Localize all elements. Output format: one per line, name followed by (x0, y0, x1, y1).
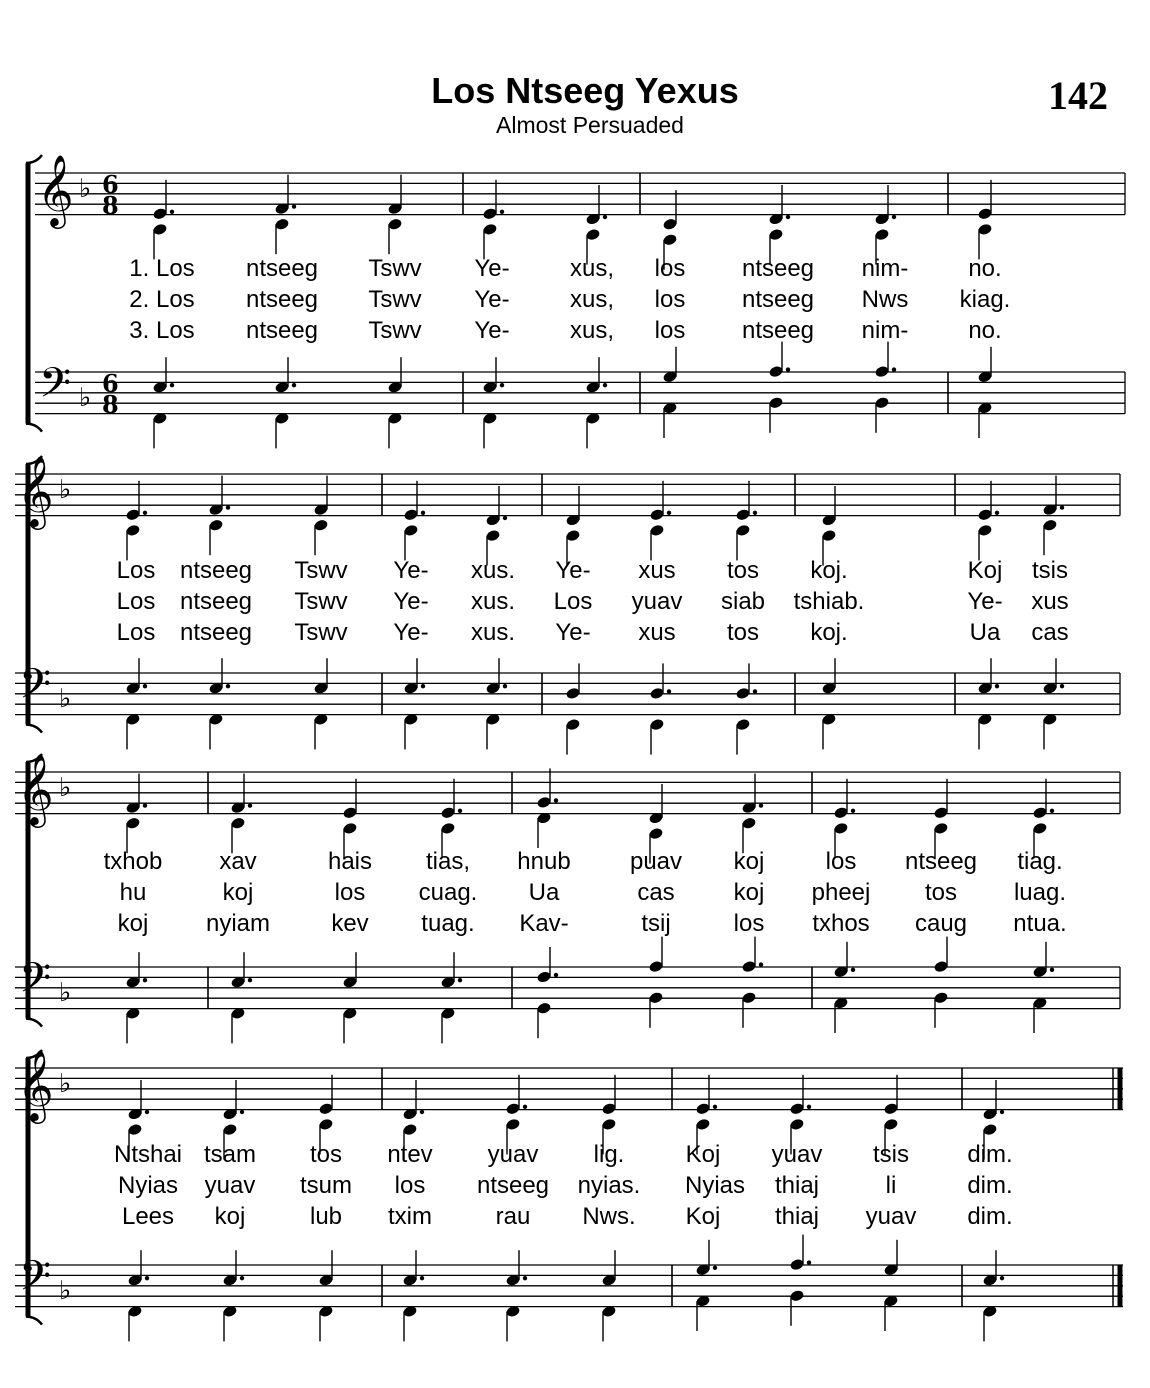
lyric-syllable: ntseeg (741, 255, 815, 282)
hymn-title: Los Ntseeg Yexus (431, 70, 739, 111)
lyric-syllable: tsis (873, 1141, 909, 1168)
lyric-syllable: yuav (865, 1203, 917, 1230)
note-dot (248, 803, 252, 807)
note-dot (603, 383, 607, 387)
lyric-syllable: 2. Los (129, 286, 195, 313)
lyric-syllable: Tswv (368, 286, 422, 313)
note-dot (145, 1110, 149, 1114)
note-dot (170, 383, 174, 387)
note-dot (1050, 968, 1054, 972)
lyric-syllable: cas (637, 879, 675, 906)
lyric-syllable: pheej (811, 879, 871, 906)
note-dot (292, 204, 296, 208)
note-dot (713, 1266, 717, 1270)
flat-key-icon: ♭ (79, 383, 92, 413)
note-dot (713, 1105, 717, 1109)
lyric-syllable: koj (117, 910, 149, 937)
note-dot (226, 505, 230, 509)
note-dot (523, 1105, 527, 1109)
lyric-syllable: Ye- (474, 255, 510, 282)
lyric-syllable: los (334, 879, 366, 906)
bracket-bottom (26, 1317, 42, 1325)
lyric-syllable: 1. Los (129, 255, 195, 282)
lyric-syllable: ntseeg (904, 848, 978, 875)
note-dot (143, 684, 147, 688)
note-dot (145, 1276, 149, 1280)
lyric-syllable: Koj (685, 1203, 721, 1230)
lyric-syllable: thiaj (774, 1203, 820, 1230)
bass-clef-icon: 𝄢 (19, 1252, 52, 1310)
lyric-syllable: Tswv (368, 317, 422, 344)
lyric-syllable: hu (119, 879, 147, 906)
lyric-syllable: ntseeg (179, 557, 253, 584)
treble-clef-icon: 𝄞 (17, 752, 54, 825)
hymn-number: 142 (1048, 73, 1108, 118)
system-1 (26, 153, 1125, 448)
lyric-syllable: ntseeg (245, 286, 319, 313)
flat-key-icon: ♭ (59, 684, 72, 714)
bass-staff (15, 954, 1120, 1012)
note-dot (1000, 1110, 1004, 1114)
flat-key-icon: ♭ (59, 1069, 72, 1099)
lyric-syllable: nim- (861, 255, 909, 282)
lyric-syllable: kev (331, 910, 369, 937)
note-dot (1060, 684, 1064, 688)
lyric-syllable: Ua (528, 879, 560, 906)
lyric-syllable: siab (720, 588, 766, 615)
note-dot (226, 684, 230, 688)
flat-key-icon: ♭ (59, 978, 72, 1008)
note-dot (554, 973, 558, 977)
bass-staff (15, 1252, 1123, 1310)
lyric-syllable: Tswv (294, 619, 348, 646)
note-dot (892, 367, 896, 371)
note-dot (421, 684, 425, 688)
lyric-syllable: los (654, 255, 686, 282)
lyric-syllable: los (825, 848, 857, 875)
note-dot (143, 803, 147, 807)
lyric-syllable: koj (733, 848, 765, 875)
lyric-syllable: no. (968, 317, 1002, 344)
lyric-syllable: kiag. (959, 286, 1011, 313)
lyric-syllable: yuav (771, 1141, 823, 1168)
note-dot (500, 210, 504, 214)
note-dot (603, 215, 607, 219)
note-dot (759, 803, 763, 807)
lyric-syllable: tuag. (421, 910, 475, 937)
lyric-syllable: tos (309, 1141, 343, 1168)
time-sig-bottom: 8 (102, 191, 119, 220)
note-dot (892, 215, 896, 219)
lyric-syllable: Tswv (294, 588, 348, 615)
lyric-syllable: ntseeg (476, 1172, 550, 1199)
lyric-syllable: hnub (517, 848, 571, 875)
lyric-syllable: nyiam (205, 910, 271, 937)
lyric-syllable: Ntshai (113, 1141, 183, 1168)
lyric-syllable: lub (309, 1203, 343, 1230)
lyric-syllable: txhos (812, 910, 870, 937)
note-dot (786, 367, 790, 371)
lyric-syllable: caug (914, 910, 968, 937)
lyric-syllable: los (654, 286, 686, 313)
lyric-syllable: tsam (203, 1141, 257, 1168)
lyric-syllable: los (654, 317, 686, 344)
lyric-syllable: nyias. (577, 1172, 641, 1199)
note-dot (851, 968, 855, 972)
lyric-syllable: koj (222, 879, 254, 906)
note-dot (995, 511, 999, 515)
lyric-syllable: xus, (569, 286, 615, 313)
lyric-syllable: xus, (569, 317, 615, 344)
lyric-syllable: dim. (967, 1172, 1013, 1199)
lyric-syllable: tias, (425, 848, 471, 875)
flat-key-icon: ♭ (59, 1276, 72, 1306)
lyric-syllable: yuav (487, 1141, 539, 1168)
bracket-bottom (26, 725, 42, 733)
lyric-syllable: Los (116, 588, 156, 615)
lyric-syllable: xus, (569, 255, 615, 282)
lyric-syllable: Nws. (582, 1203, 636, 1230)
lyric-syllable: Ye- (555, 557, 591, 584)
note-dot (786, 215, 790, 219)
lyric-syllable: li (885, 1172, 897, 1199)
lyric-syllable: ntseeg (245, 255, 319, 282)
note-dot (458, 978, 462, 982)
lyric-syllable: ntev (387, 1141, 433, 1168)
lyric-syllable: Koj (685, 1141, 721, 1168)
lyric-syllable: tiag. (1017, 848, 1063, 875)
treble-staff (15, 1048, 1123, 1124)
lyric-syllable: yuav (631, 588, 683, 615)
treble-clef-icon: 𝄞 (17, 1048, 54, 1121)
lyric-syllable: koj. (810, 619, 848, 646)
lyric-syllable: luag. (1013, 879, 1067, 906)
lyric-syllable: Los (553, 588, 593, 615)
note-dot (523, 1276, 527, 1280)
note-dot (143, 978, 147, 982)
bass-clef-icon: 𝄢 (19, 660, 52, 718)
lyric-syllable: tos (726, 557, 760, 584)
lyric-syllable: tsis (1032, 557, 1068, 584)
lyric-syllable: rau (495, 1203, 531, 1230)
lyric-syllable: tsij (641, 910, 671, 937)
lyric-syllable: dim. (967, 1203, 1013, 1230)
lyric-syllable: Kav- (519, 910, 569, 937)
lyric-syllable: Koj (967, 557, 1003, 584)
lyric-syllable: ntseeg (179, 619, 253, 646)
lyric-syllable: cuag. (418, 879, 478, 906)
lyric-syllable: txhob (103, 848, 163, 875)
lyric-syllable: Tswv (368, 255, 422, 282)
note-dot (240, 1110, 244, 1114)
treble-staff (35, 153, 1125, 229)
lyric-syllable: Ye- (474, 286, 510, 313)
note-dot (1000, 1276, 1004, 1280)
bass-staff (15, 660, 1120, 718)
note-dot (500, 383, 504, 387)
lyric-syllable: nim- (861, 317, 909, 344)
lyric-syllable: Nws (861, 286, 909, 313)
lyric-syllable: yuav (204, 1172, 256, 1199)
lyric-syllable: tos (924, 879, 958, 906)
lyric-syllable: xus (1031, 588, 1069, 615)
lyric-syllable: ntseeg (741, 317, 815, 344)
lyric-syllable: puav (629, 848, 683, 875)
lyric-syllable: los (733, 910, 765, 937)
lyric-syllable: Ua (969, 619, 1001, 646)
lyric-syllable: thiaj (774, 1172, 820, 1199)
lyric-syllable: tsum (299, 1172, 353, 1199)
lyric-syllable: xav (219, 848, 257, 875)
lyric-syllable: ntseeg (245, 317, 319, 344)
lyric-syllable: hais (327, 848, 373, 875)
system-4 (15, 1048, 1123, 1341)
note-dot (667, 689, 671, 693)
note-dot (503, 684, 507, 688)
note-dot (503, 516, 507, 520)
lyric-syllable: tshiab. (793, 588, 865, 615)
lyric-syllable: no. (968, 255, 1002, 282)
note-dot (458, 809, 462, 813)
lyric-syllable: koj. (810, 557, 848, 584)
note-dot (292, 383, 296, 387)
note-dot (554, 798, 558, 802)
lyric-syllable: Lees (121, 1203, 175, 1230)
lyric-syllable: ntseeg (741, 286, 815, 313)
lyric-syllable: xus. (470, 557, 516, 584)
lyric-syllable: 3. Los (129, 317, 195, 344)
lyric-syllable: Nyias (684, 1172, 746, 1199)
note-dot (1050, 809, 1054, 813)
bass-clef-icon: 𝄢 (19, 954, 52, 1012)
flat-key-icon: ♭ (79, 174, 92, 204)
lyric-syllable: Ye- (393, 557, 429, 584)
system-3 (15, 752, 1120, 1043)
lyric-syllable: Ye- (393, 619, 429, 646)
lyric-syllable: ntseeg (179, 588, 253, 615)
time-sig-top: 6 (102, 170, 119, 199)
system-2 (15, 454, 1120, 755)
flat-key-icon: ♭ (59, 475, 72, 505)
lyric-syllable: koj (733, 879, 765, 906)
bracket-bottom (26, 424, 42, 432)
time-sig-bottom: 8 (102, 390, 119, 419)
note-dot (807, 1105, 811, 1109)
note-dot (807, 1260, 811, 1264)
lyric-syllable: Ye- (474, 317, 510, 344)
treble-staff (15, 752, 1120, 828)
lyric-syllable: Los (116, 619, 156, 646)
lyric-syllable: lig. (593, 1141, 625, 1168)
bass-staff (35, 359, 1125, 419)
treble-clef-icon: 𝄞 (37, 153, 74, 226)
lyric-syllable: Los (116, 557, 156, 584)
note-dot (851, 809, 855, 813)
lyric-syllable: tos (726, 619, 760, 646)
bass-clef-icon: 𝄢 (39, 359, 72, 417)
note-dot (420, 1110, 424, 1114)
lyric-syllable: Ye- (555, 619, 591, 646)
note-dot (667, 511, 671, 515)
note-dot (753, 511, 757, 515)
lyric-syllable: dim. (967, 1141, 1013, 1168)
note-dot (248, 978, 252, 982)
note-dot (170, 210, 174, 214)
lyric-syllable: cas (1031, 619, 1069, 646)
lyric-syllable: Ye- (393, 588, 429, 615)
lyric-syllable: koj (214, 1203, 246, 1230)
lyric-syllable: ntua. (1013, 910, 1067, 937)
hymn-subtitle: Almost Persuaded (496, 112, 684, 138)
bracket-bottom (26, 1019, 42, 1027)
note-dot (240, 1276, 244, 1280)
flat-key-icon: ♭ (59, 773, 72, 803)
note-dot (1060, 505, 1064, 509)
note-dot (420, 1276, 424, 1280)
note-dot (995, 684, 999, 688)
lyric-syllable: Tswv (294, 557, 348, 584)
note-dot (753, 689, 757, 693)
lyric-syllable: xus (638, 619, 676, 646)
lyric-syllable: los (394, 1172, 426, 1199)
lyric-syllable: xus (638, 557, 676, 584)
note-dot (759, 962, 763, 966)
lyric-syllable: xus. (470, 619, 516, 646)
note-dot (421, 511, 425, 515)
lyric-syllable: Ye- (967, 588, 1003, 615)
time-sig-top: 6 (102, 369, 119, 398)
treble-clef-icon: 𝄞 (17, 454, 54, 527)
note-dot (143, 511, 147, 515)
lyric-syllable: Nyias (117, 1172, 179, 1199)
lyric-syllable: txim (388, 1203, 432, 1230)
lyric-syllable: xus. (470, 588, 516, 615)
